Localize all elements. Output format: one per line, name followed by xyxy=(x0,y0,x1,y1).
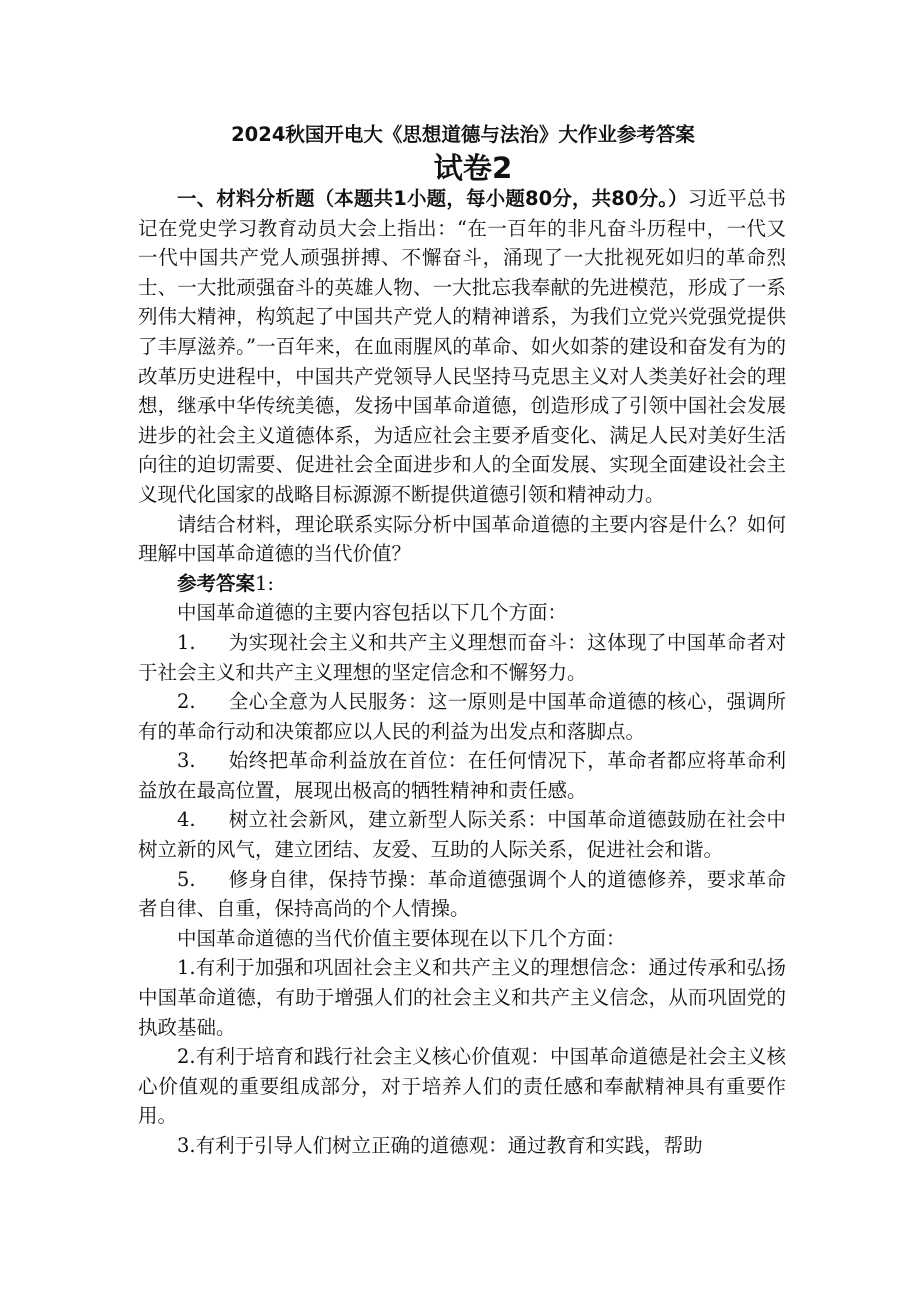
content-item-5 xyxy=(138,865,786,924)
material-text: 习近平总书记在党史学习教育动员大会上指出：“在一百年的非凡奋斗历程中，一代又一代中国共产党人顽强拼搏、不懈奋斗，涌现了一大批视死如归的革命烈士、一大批顽强奋斗的英雄人物、一大批忘我奉献的先进模范，形成了一系列伟大精神，构筑起了中国共产党人的精神谱系，为我们立党兴党强党提供了丰厚滋养。”一百年来，在血雨腥风的革命、如火如荼的建设和奋发有为的改革历史进程中，中国共产党领导人民坚持马克思主义对人类美好社会的理想，继承中华传统美德，发扬中国革命道德，创造形成了引领中国社会发展进步的社会主义道德体系，为适应社会主要矛盾变化、满足人民对美好生活向往的迫切需要、促进社会全面进步和人的全面发展、实现全面建设社会主义现代化国家的战略目标源源不断提供道德引领和精神动力。 xyxy=(138,187,786,506)
content-item-3 xyxy=(138,746,786,805)
answer-label: 参考答案 xyxy=(177,571,256,595)
answer-number: 1: xyxy=(255,571,274,595)
content-item-4 xyxy=(138,805,786,864)
content-item-text: 修身自律，保持节操：革命道德强调个人的道德修养，要求革命者自律、自重，保持高尚的个人情操。 xyxy=(138,867,786,921)
section-heading: 一、材料分析题（本题共1小题，每小题80分，共80分。） xyxy=(177,187,688,210)
value-item-3 xyxy=(138,1131,786,1161)
value-item-text: 有利于引导人们树立正确的道德观：通过教育和实践，帮助 xyxy=(195,1134,703,1157)
material-paragraph xyxy=(138,184,786,510)
value-item-text: 有利于加强和巩固社会主义和共产主义的理想信念：通过传承和弘扬中国革命道德，有助于增强人们的社会主义和共产主义信念，从而巩固党的执政基础。 xyxy=(138,956,786,1039)
document-subtitle: 试卷2 xyxy=(433,151,513,185)
content-item-number: 2. xyxy=(177,690,196,714)
content-item-2 xyxy=(138,687,786,746)
content-item-number: 1. xyxy=(177,630,196,654)
content-item-text: 全心全意为人民服务：这一原则是中国革命道德的核心，强调所有的革命行动和决策都应以人民的利益为出发点和落脚点。 xyxy=(138,690,786,743)
value-item-2 xyxy=(138,1042,786,1131)
content-item-text: 为实现社会主义和共产主义理想而奋斗：这体现了中国革命者对于社会主义和共产主义理想的坚定信念和不懈努力。 xyxy=(138,630,786,684)
content-item-number: 5. xyxy=(177,867,196,891)
question-paragraph: 请结合材料，理论联系实际分析中国革命道德的主要内容是什么？如何理解中国革命道德的当代价值？ xyxy=(138,512,786,566)
content-intro: 中国革命道德的主要内容包括以下几个方面： xyxy=(177,601,568,625)
value-item-number: 1. xyxy=(177,956,196,980)
content-item-1 xyxy=(138,628,786,687)
document-title: 2024秋国开电大《思想道德与法治》大作业参考答案 xyxy=(231,123,695,146)
value-item-number: 2. xyxy=(177,1045,196,1069)
value-item-text: 有利于培育和践行社会主义核心价值观：中国革命道德是社会主义核心价值观的重要组成部分，对于培养人们的责任感和奉献精神具有重要作用。 xyxy=(138,1045,786,1128)
value-intro: 中国革命道德的当代价值主要体现在以下几个方面： xyxy=(177,926,626,950)
content-item-text: 始终把革命利益放在首位：在任何情况下，革命者都应将革命利益放在最高位置，展现出极高的牺牲精神和责任感。 xyxy=(138,749,786,802)
value-item-1 xyxy=(138,953,786,1042)
answer-label-paragraph xyxy=(138,569,786,599)
document-page xyxy=(138,118,786,1161)
content-item-text: 树立社会新风，建立新型人际关系：中国革命道德鼓励在社会中树立新的风气，建立团结、友爱、互助的人际关系，促进社会和谐。 xyxy=(138,808,786,862)
content-item-number: 3. xyxy=(177,749,196,773)
content-item-number: 4. xyxy=(177,808,196,832)
value-item-number: 3. xyxy=(177,1134,196,1157)
